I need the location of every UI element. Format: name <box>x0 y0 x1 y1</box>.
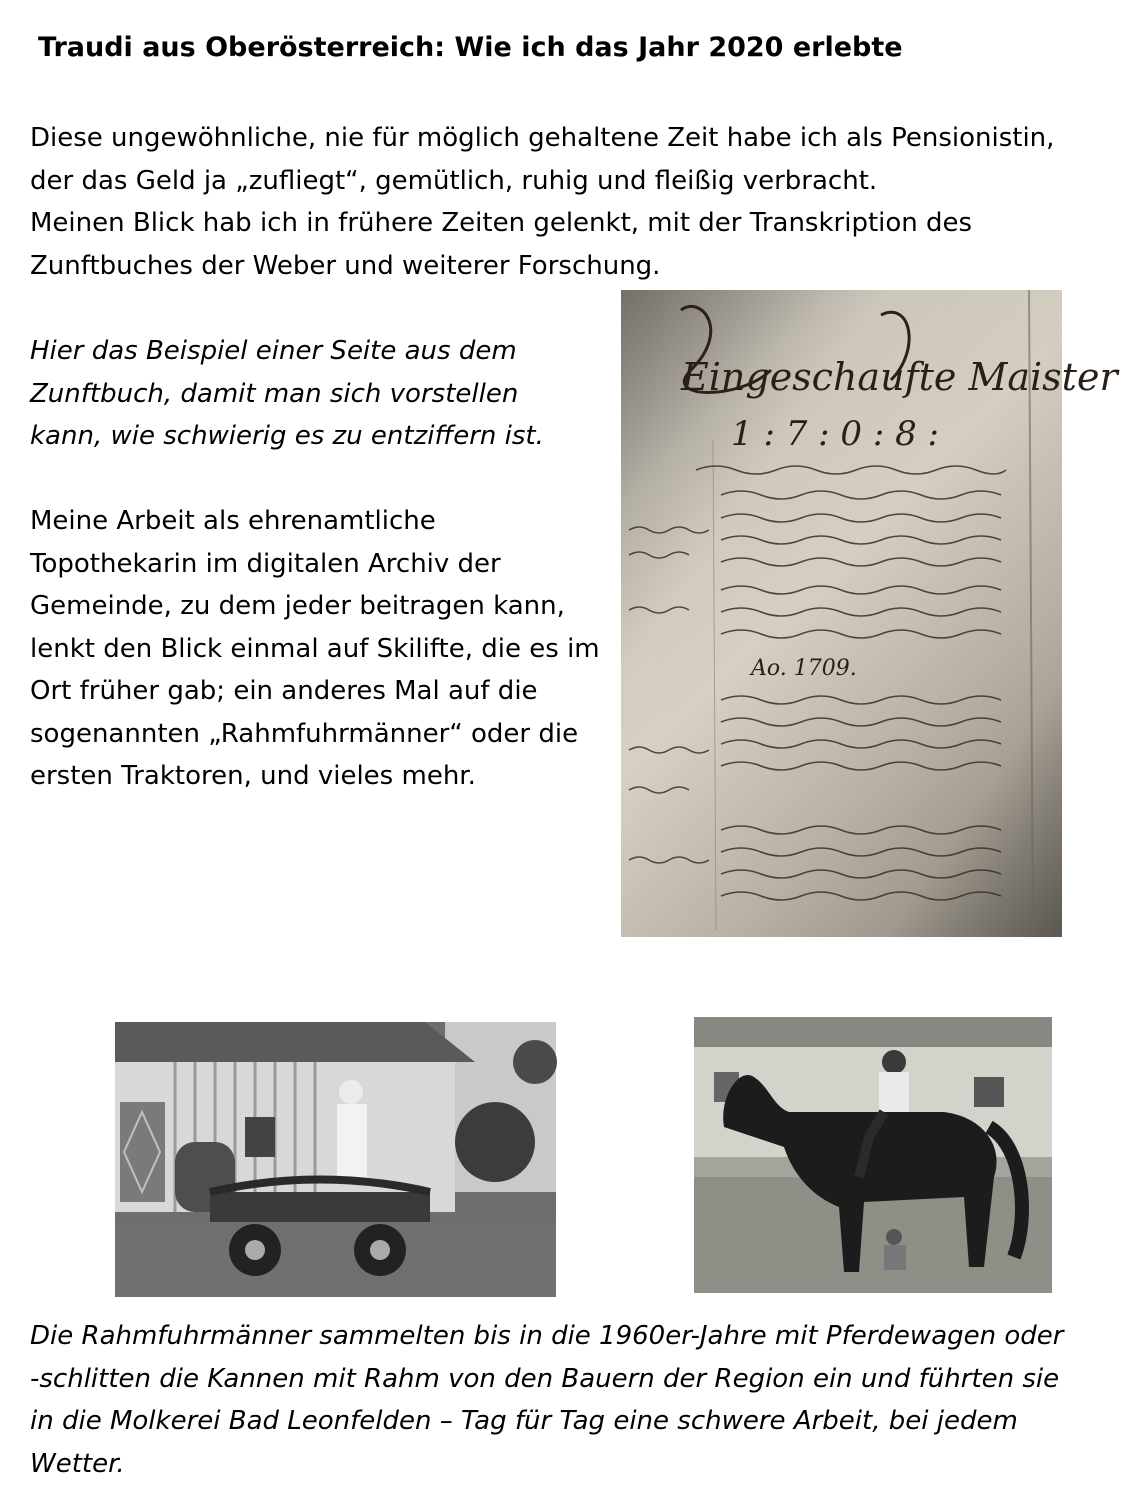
cream-cart-photo <box>115 1022 556 1297</box>
manuscript-year-mid: Ao. 1709. <box>751 656 857 681</box>
cart-photo-drawing <box>115 1022 556 1297</box>
work-line: Ort früher gab; ein anderes Mal auf die <box>30 676 538 706</box>
example-paragraph <box>30 330 544 458</box>
intro-line: Zunftbuches der Weber und weiterer Forschung. <box>30 250 661 281</box>
intro-line: Diese ungewöhnliche, nie für möglich gehaltene Zeit habe ich als Pensionistin, <box>30 123 1055 153</box>
work-line: sogenannten „Rahmfuhrmänner“ oder die <box>30 718 579 749</box>
horse-photo-drawing <box>694 1017 1052 1293</box>
intro-line: der das Geld ja „zufliegt“, gemütlich, ruhig und fleißig verbracht. <box>30 165 878 196</box>
work-line: ersten Traktoren, und vieles mehr. <box>30 761 476 791</box>
caption-line: -schlitten die Kannen mit Rahm von den Bauern der Region ein und führten sie <box>30 1363 1060 1394</box>
example-line: kann, wie schwierig es zu entziffern ist. <box>30 421 544 451</box>
manuscript-heading: Eingeschaufte Maister <box>681 355 1118 399</box>
manuscript-drawing <box>621 290 1118 937</box>
work-line: Topothekarin im digitalen Archiv der <box>30 548 501 579</box>
work-line: lenkt den Blick einmal auf Skilifte, die es im <box>30 633 600 664</box>
horse-rider-photo <box>694 1017 1052 1293</box>
work-line: Gemeinde, zu dem jeder beitragen kann, <box>30 591 565 621</box>
caption-line: in die Molkerei Bad Leonfelden – Tag für Tag eine schwere Arbeit, bei jedem <box>30 1406 1018 1436</box>
page-title: Traudi aus Oberösterreich: Wie ich das Jahr 2020 erlebte <box>38 32 903 63</box>
example-line: Zunftbuch, damit man sich vorstellen <box>30 378 519 409</box>
work-line: Meine Arbeit als ehrenamtliche <box>30 506 436 536</box>
work-paragraph <box>30 500 600 798</box>
guild-book-page-image <box>621 290 1118 937</box>
caption-line: Wetter. <box>30 1448 125 1479</box>
intro-paragraph <box>30 117 1054 287</box>
photo-caption <box>30 1315 1063 1485</box>
caption-line: Die Rahmfuhrmänner sammelten bis in die 1960er-Jahre mit Pferdewagen oder <box>30 1321 1064 1351</box>
example-line: Hier das Beispiel einer Seite aus dem <box>30 336 517 366</box>
intro-line: Meinen Blick hab ich in frühere Zeiten gelenkt, mit der Transkription des <box>30 208 973 238</box>
manuscript-year: 1 : 7 : 0 : 8 : <box>731 414 940 454</box>
